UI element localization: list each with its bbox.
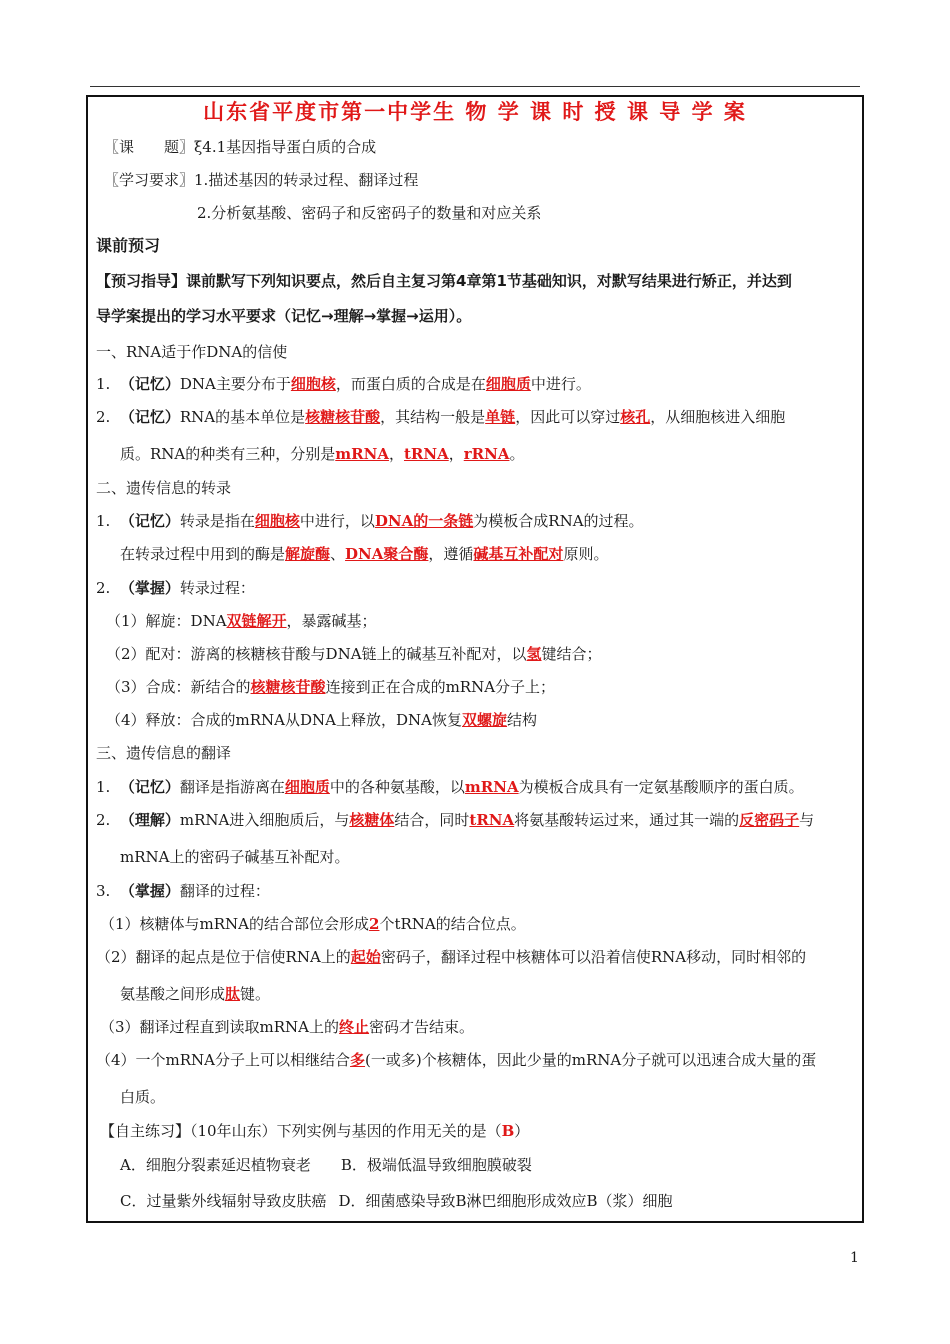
answer-blank: 核糖体 xyxy=(349,811,395,829)
s3-step-1 xyxy=(100,914,526,934)
item-number: 2. xyxy=(96,579,111,597)
answer-blank: DNA聚合酶 xyxy=(345,545,429,563)
text: 中进行，以 xyxy=(299,512,375,530)
item-number: 1. xyxy=(96,512,111,530)
s2-step-4 xyxy=(106,710,537,730)
text: ，因此可以穿过 xyxy=(515,408,621,426)
text: （4）一个mRNA分子上可以相继结合 xyxy=(96,1051,351,1069)
option-a: A．细胞分裂素延迟植物衰老 xyxy=(120,1156,311,1174)
answer-blank: 起始 xyxy=(350,948,381,966)
s3-item-1 xyxy=(96,777,804,797)
answer-blank: 单链 xyxy=(485,408,516,426)
level-tag: （记忆） xyxy=(119,408,180,426)
answer-blank: 2 xyxy=(369,915,380,933)
text: 转录过程： xyxy=(179,579,255,597)
preview-guide-line-2: 导学案提出的学习水平要求（记忆→理解→掌握→运用）。 xyxy=(96,307,472,325)
section-1-heading: 一、RNA适于作DNA的信使 xyxy=(96,343,288,361)
text: （1）解旋：DNA xyxy=(106,612,227,630)
section-3-heading: 三、遗传信息的翻译 xyxy=(96,744,232,762)
text: 质。RNA的种类有三种，分别是 xyxy=(120,445,336,463)
text: 在转录过程中用到的酶是 xyxy=(120,545,286,563)
answer-blank: 碱基互补配对 xyxy=(473,545,564,563)
item-number: 2. xyxy=(96,408,111,426)
text: 中进行。 xyxy=(530,375,591,393)
answer-blank: 细胞核 xyxy=(290,375,336,393)
text: 与 xyxy=(799,811,815,829)
practice-question xyxy=(100,1121,529,1141)
s2-item-2 xyxy=(96,578,255,598)
text: 翻译的过程： xyxy=(179,882,270,900)
text: ，暴露碱基； xyxy=(286,612,377,630)
requirement-1: 1.描述基因的转录过程、翻译过程 xyxy=(194,171,419,189)
s2-item-1-cont xyxy=(120,544,608,564)
text: ， xyxy=(388,445,404,463)
level-tag: （掌握） xyxy=(119,882,180,900)
option-c: C．过量紫外线辐射导致皮肤癌 xyxy=(120,1192,327,1210)
answer-blank: mRNA xyxy=(464,778,519,796)
s2-step-1 xyxy=(106,611,377,631)
item-number: 1. xyxy=(96,778,111,796)
text: 、 xyxy=(330,545,346,563)
item-number: 2. xyxy=(96,811,111,829)
text: （2）翻译的起点是位于信使RNA上的 xyxy=(96,948,351,966)
answer-blank: 核糖核苷酸 xyxy=(250,678,326,696)
option-b: B．极端低温导致细胞膜破裂 xyxy=(340,1156,532,1174)
text: mRNA进入细胞质后，与 xyxy=(179,811,350,829)
level-tag: （记忆） xyxy=(119,512,180,530)
answer-blank: 多 xyxy=(350,1051,366,1069)
text: 密码才告结束。 xyxy=(369,1018,475,1036)
answer-blank: 细胞质 xyxy=(284,778,330,796)
text: 连接到正在合成的mRNA分子上； xyxy=(325,678,556,696)
level-tag: （记忆） xyxy=(119,778,180,796)
text: RNA的基本单位是 xyxy=(179,408,306,426)
s3-step-4 xyxy=(96,1050,816,1070)
answer-blank: 双螺旋 xyxy=(462,711,508,729)
text: 翻译是指游离在 xyxy=(179,778,285,796)
s3-step-2 xyxy=(96,947,806,967)
answer-blank: 氢 xyxy=(526,645,542,663)
topic-line xyxy=(104,137,376,157)
text: （4）释放：合成的mRNA从DNA上释放，DNA恢复 xyxy=(106,711,462,729)
preview-guide-line-1: 【预习指导】课前默写下列知识要点，然后自主复习第4章第1节基础知识，对默写结果进行矫正，并达到 xyxy=(96,272,792,290)
topic-label: 〖课 题〗 xyxy=(104,138,195,156)
s3-item-2 xyxy=(96,810,814,830)
answer-blank: 核孔 xyxy=(620,408,651,426)
requirement-label: 〖学习要求〗 xyxy=(104,171,195,189)
header-rule xyxy=(90,86,860,87)
answer-blank: 肽 xyxy=(225,985,241,1003)
text: 原则。 xyxy=(563,545,609,563)
preview-heading: 课前预习 xyxy=(96,236,161,255)
text: ，其结构一般是 xyxy=(380,408,486,426)
text: （1）核糖体与mRNA的结合部位会形成 xyxy=(100,915,370,933)
answer-blank: rRNA xyxy=(463,445,510,463)
item-number: 1. xyxy=(96,375,111,393)
s3-item-2-cont: mRNA上的密码子碱基互补配对。 xyxy=(120,848,350,866)
option-d: D．细菌感染导致B淋巴细胞形成效应B（浆）细胞 xyxy=(338,1192,673,1210)
text: 转录是指在 xyxy=(179,512,255,530)
s1-item-1 xyxy=(96,374,591,394)
answer-blank: 细胞核 xyxy=(254,512,300,530)
question-text: ） xyxy=(514,1122,530,1140)
text: 氨基酸之间形成 xyxy=(120,985,226,1003)
answer-blank: 核糖核苷酸 xyxy=(305,408,381,426)
text: 为模板合成具有一定氨基酸顺序的蛋白质。 xyxy=(518,778,804,796)
answer-blank: 终止 xyxy=(339,1018,370,1036)
text: 将氨基酸转运过来，通过其一端的 xyxy=(514,811,740,829)
question-text: 【自主练习】（10年山东）下列实例与基因的作用无关的是（ xyxy=(100,1122,502,1140)
answer-blank: tRNA xyxy=(403,445,449,463)
answer-blank: 解旋酶 xyxy=(285,545,331,563)
s1-item-2-cont xyxy=(120,444,524,464)
text: ， xyxy=(448,445,464,463)
text: 个tRNA的结合位点。 xyxy=(379,915,526,933)
s2-item-1 xyxy=(96,511,644,531)
text: DNA主要分布于 xyxy=(179,375,291,393)
practice-answer: B xyxy=(501,1122,515,1140)
item-number: 3. xyxy=(96,882,111,900)
text: 。 xyxy=(509,445,525,463)
text: （3）合成：新结合的 xyxy=(106,678,251,696)
text: 结合，同时 xyxy=(394,811,470,829)
text: 中的各种氨基酸，以 xyxy=(329,778,465,796)
topic-text: ξ4.1基因指导蛋白质的合成 xyxy=(194,138,377,156)
option-row-1 xyxy=(120,1155,532,1175)
answer-blank: tRNA xyxy=(469,811,515,829)
s1-item-2 xyxy=(96,407,785,427)
requirement-2: 2.分析氨基酸、密码子和反密码子的数量和对应关系 xyxy=(197,204,542,222)
answer-blank: 细胞质 xyxy=(485,375,531,393)
text: 结构 xyxy=(507,711,538,729)
text: 密码子，翻译过程中核糖体可以沿着信使RNA移动，同时相邻的 xyxy=(380,948,807,966)
text: 为模板合成RNA的过程。 xyxy=(473,512,644,530)
text: （3）翻译过程直到读取mRNA上的 xyxy=(100,1018,340,1036)
text: (一或多)个核糖体，因此少量的mRNA分子就可以迅速合成大量的蛋 xyxy=(365,1051,817,1069)
text: ，从细胞核进入细胞 xyxy=(650,408,786,426)
text: 键。 xyxy=(240,985,271,1003)
page-title: 山东省平度市第一中学生 物 学 课 时 授 课 导 学 案 xyxy=(203,100,747,124)
text: （2）配对：游离的核糖核苷酸与DNA链上的碱基互补配对，以 xyxy=(106,645,527,663)
level-tag: （理解） xyxy=(119,811,180,829)
text: 键结合； xyxy=(541,645,602,663)
answer-blank: 反密码子 xyxy=(739,811,800,829)
answer-blank: DNA的一条链 xyxy=(374,512,474,530)
s3-step-2-cont xyxy=(120,984,270,1004)
section-2-heading: 二、遗传信息的转录 xyxy=(96,479,232,497)
level-tag: （记忆） xyxy=(119,375,180,393)
answer-blank: 双链解开 xyxy=(226,612,287,630)
s2-step-2 xyxy=(106,644,602,664)
s3-step-4-cont: 白质。 xyxy=(120,1088,166,1106)
level-tag: （掌握） xyxy=(119,579,180,597)
page-number: 1 xyxy=(850,1250,859,1266)
text: ，而蛋白质的合成是在 xyxy=(335,375,486,393)
s3-step-3 xyxy=(100,1017,474,1037)
option-row-2 xyxy=(120,1191,673,1211)
text: ，遵循 xyxy=(428,545,474,563)
s3-item-3 xyxy=(96,881,270,901)
answer-blank: mRNA xyxy=(335,445,389,463)
s2-step-3 xyxy=(106,677,555,697)
requirement-line-1 xyxy=(104,170,418,190)
